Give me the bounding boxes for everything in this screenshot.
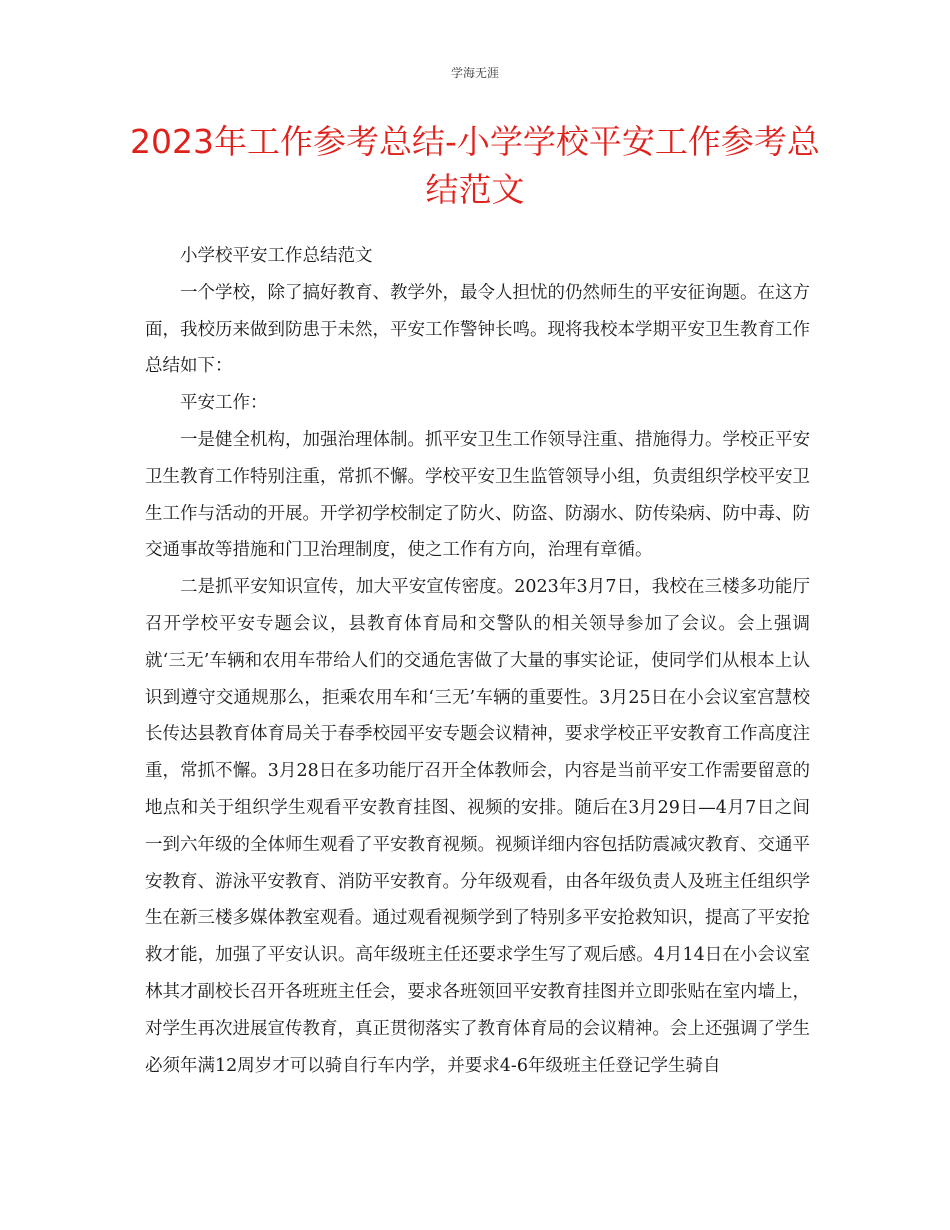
paragraph-point-one: 一是健全机构，加强治理体制。抓平安卫生工作领导注重、措施得力。学校正平安卫生教育工作特别注重，常抓不懈。学校平安卫生监管领导小组，负责组织学校平安卫生工作与活动的开展。开学初学校制定了防火、防盗、防溺水、防传染病、防中毒、防交通事故等措施和门卫治理制度，使之工作有方向，治理有章循。	[145, 429, 810, 561]
document-body	[145, 238, 810, 1084]
paragraph-intro: 一个学校，除了搞好教育、教学外，最令人担忧的仍然师生的平安征询题。在这方面，我校历来做到防患于未然，平安工作警钟长鸣。现将我校本学期平安卫生教育工作总结如下：	[145, 282, 810, 377]
header-note: 学海无涯	[450, 66, 499, 80]
paragraph-subtitle: 小学校平安工作总结范文	[180, 246, 373, 266]
paragraph-section-heading: 平安工作：	[180, 393, 268, 414]
paragraph-point-two: 二是抓平安知识宣传，加大平安宣传密度。2023年3月7日，我校在三楼多功能厅召开学校平安专题会议，县教育体育局和交警队的相关领导参加了会议。会上强调就‘三无’车辆和农用车带给人们的交通危害做了大量的事实论证，使同学们从根本上认识到遵守交通规那么，拒乘农用车和‘三无’车辆的重要性。3月25日在小会议室宫慧校长传达县教育体育局关于春季校园平安专题会议精神，要求学校正平安教育工作高度注重，常抓不懈。3月28日在多功能厅召开全体教师会，内容是当前平安工作需要留意的地点和关于组织学生观看平安教育挂图、视频的安排。随后在3月29日—4月7日之间一到六年级的全体师生观看了平安教育视频。视频详细内容包括防震减灾教育、交通平安教育、游泳平安教育、消防平安教育。分年级观看，由各年级负责人及班主任组织学生在新三楼多媒体教室观看。通过观看视频学到了特别多平安抢救知识，提高了平安抢救才能，加强了平安认识。高年级班主任还要求学生写了观后感。4月14日在小会议室林其才副校长召开各班班主任会，要求各班领回平安教育挂图并立即张贴在室内墙上，对学生再次进展宣传教育，真正贯彻落实了教育体育局的会议精神。会上还强调了学生必须年满12周岁才可以骑自行车内学，并要求4-6年级班主任登记学生骑自	[145, 577, 810, 1076]
document-title: 2023年工作参考总结-小学学校平安工作参考总结范文	[130, 122, 820, 209]
